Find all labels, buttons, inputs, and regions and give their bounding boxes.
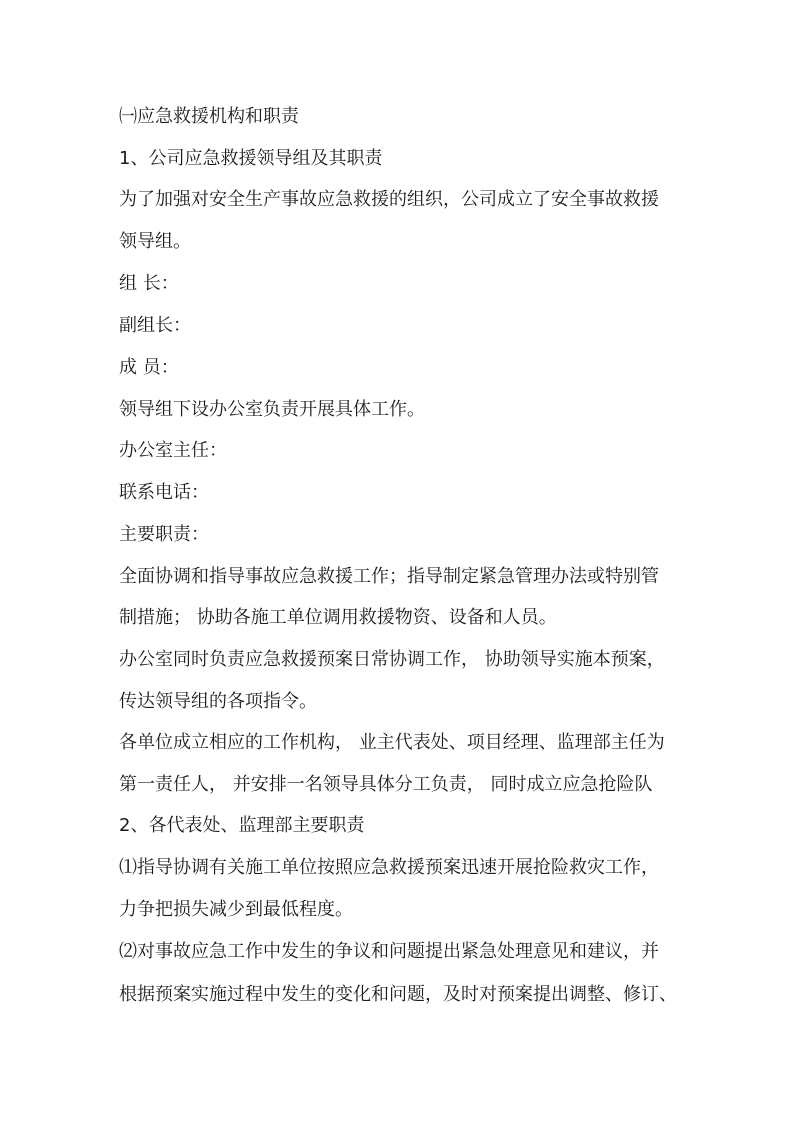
list-item-2-line: 根据预案实施过程中发生的变化和问题，及时对预案提出调整、修订、	[119, 984, 677, 1005]
field-deputy-leader: 副组长：	[119, 315, 191, 336]
field-members: 成 员：	[119, 357, 179, 378]
paragraph-line: 领导组下设办公室负责开展具体工作。	[119, 399, 425, 420]
paragraph-line: 传达领导组的各项指令。	[119, 691, 317, 712]
paragraph-line: 制措施； 协助各施工单位调用救援物资、设备和人员。	[119, 607, 557, 628]
field-office-director: 办公室主任：	[119, 440, 227, 461]
list-item-1-line: 力争把损失减少到最低程度。	[119, 899, 353, 920]
list-item-2-line: ⑵对事故应急工作中发生的争议和问题提出紧急处理意见和建议，并	[119, 941, 659, 962]
paragraph-line: 为了加强对安全生产事故应急救援的组织，公司成立了安全事故救援	[119, 189, 659, 210]
paragraph-line: 全面协调和指导事故应急救援工作；指导制定紧急管理办法或特别管	[119, 566, 659, 587]
subsection-heading-2: 2、各代表处、监理部主要职责	[119, 815, 365, 836]
paragraph-line: 第一责任人， 并安排一名领导具体分工负责， 同时成立应急抢险队	[119, 774, 653, 795]
field-group-leader: 组 长：	[119, 273, 179, 294]
field-contact-phone: 联系电话：	[119, 482, 209, 503]
list-item-1-line: ⑴指导协调有关施工单位按照应急救援预案迅速开展抢险救灾工作，	[119, 857, 659, 878]
section-heading: ㈠应急救援机构和职责	[119, 106, 299, 127]
subsection-heading-1: 1、公司应急救援领导组及其职责	[119, 148, 383, 169]
paragraph-line: 办公室同时负责应急救援预案日常协调工作， 协助领导实施本预案，	[119, 649, 665, 670]
paragraph-line: 各单位成立相应的工作机构， 业主代表处、项目经理、监理部主任为	[119, 732, 665, 753]
field-main-duties: 主要职责：	[119, 524, 209, 545]
paragraph-line: 领导组。	[119, 231, 191, 252]
